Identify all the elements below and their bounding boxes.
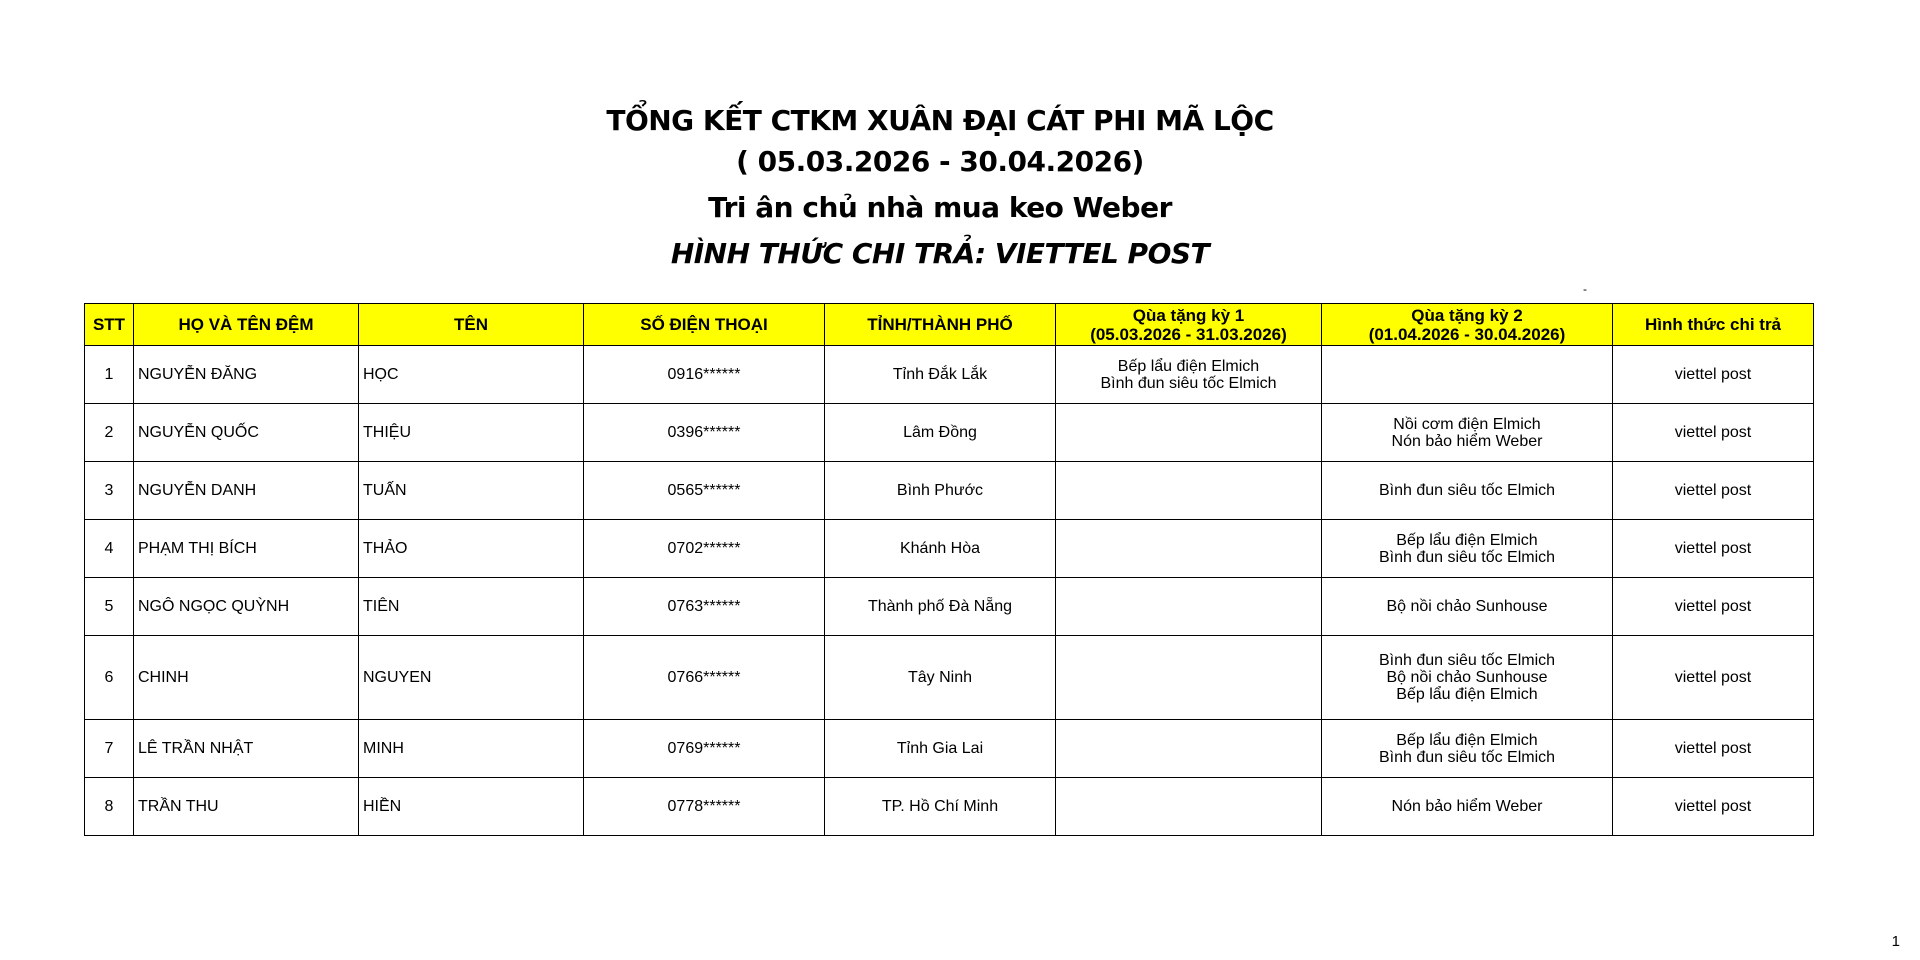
table-row	[85, 778, 1814, 836]
cell-stt: 5	[85, 578, 134, 636]
gift-item: Bếp lẩu điện Elmich	[1396, 731, 1538, 749]
table-row	[85, 404, 1814, 462]
header-hinhthuc: Hình thức chi trả	[1613, 304, 1814, 346]
cell-hinhthuc: viettel post	[1613, 462, 1814, 520]
cell-ten: THẢO	[359, 520, 584, 578]
cell-ho: TRẦN THU	[134, 778, 359, 836]
header-ky2-title: Qùa tặng kỳ 2	[1411, 305, 1523, 325]
cell-stt: 3	[85, 462, 134, 520]
cell-ho: CHINH	[134, 636, 359, 720]
header-ky1-range: (05.03.2026 - 31.03.2026)	[1090, 324, 1287, 344]
cell-stt: 2	[85, 404, 134, 462]
cell-ky2	[1322, 778, 1613, 836]
cell-sdt: 0778******	[584, 778, 825, 836]
cell-ky1	[1056, 462, 1322, 520]
gift-item: Bộ nồi chảo Sunhouse	[1386, 669, 1548, 686]
cell-sdt: 0565******	[584, 462, 825, 520]
cell-ky2	[1322, 404, 1613, 462]
cell-tinh: Lâm Đồng	[825, 404, 1056, 462]
cell-stt: 7	[85, 720, 134, 778]
cell-sdt: 0702******	[584, 520, 825, 578]
table-row	[85, 520, 1814, 578]
table-header-row	[85, 304, 1814, 346]
cell-ky2	[1322, 578, 1613, 636]
cell-sdt: 0916******	[584, 346, 825, 404]
cell-tinh: Thành phố Đà Nẵng	[825, 578, 1056, 636]
gift-item: Nón bảo hiểm Weber	[1391, 798, 1543, 815]
gift-item: Bình đun siêu tốc Elmich	[1100, 374, 1277, 392]
gift-item: Nón bảo hiểm Weber	[1391, 432, 1543, 450]
cell-hinhthuc: viettel post	[1613, 778, 1814, 836]
cell-ten: HIỀN	[359, 778, 584, 836]
header-tinh: TỈNH/THÀNH PHỐ	[825, 304, 1056, 346]
table-row	[85, 636, 1814, 720]
winners-table	[84, 303, 1814, 836]
gift-item: Bếp lẩu điện Elmich	[1396, 531, 1538, 549]
cell-tinh: Tây Ninh	[825, 636, 1056, 720]
cell-ho: NGUYỄN QUỐC	[134, 404, 359, 462]
cell-ho: NGUYỄN DANH	[134, 462, 359, 520]
stray-dash: -	[1583, 282, 1587, 296]
cell-ky1	[1056, 720, 1322, 778]
cell-tinh: Tỉnh Gia Lai	[825, 720, 1056, 778]
cell-tinh: Bình Phước	[825, 462, 1056, 520]
cell-ky1	[1056, 346, 1322, 404]
report-date-range: ( 05.03.2026 - 30.04.2026)	[736, 145, 1144, 178]
cell-ten: THIỆU	[359, 404, 584, 462]
gift-item: Bình đun siêu tốc Elmich	[1378, 748, 1556, 766]
cell-stt: 8	[85, 778, 134, 836]
cell-sdt: 0396******	[584, 404, 825, 462]
payment-method-title: HÌNH THỨC CHI TRẢ: VIETTEL POST	[670, 237, 1210, 270]
cell-ho: LÊ TRẦN NHẬT	[134, 720, 359, 778]
cell-hinhthuc: viettel post	[1613, 636, 1814, 720]
cell-ten: MINH	[359, 720, 584, 778]
table-body	[85, 346, 1814, 836]
cell-tinh: TP. Hồ Chí Minh	[825, 778, 1056, 836]
cell-tinh: Tỉnh Đắk Lắk	[825, 346, 1056, 404]
cell-stt: 4	[85, 520, 134, 578]
cell-ky1	[1056, 578, 1322, 636]
cell-ten: NGUYEN	[359, 636, 584, 720]
table-row	[85, 346, 1814, 404]
cell-sdt: 0769******	[584, 720, 825, 778]
header-ten: TÊN	[359, 304, 584, 346]
cell-ky1	[1056, 636, 1322, 720]
gift-item: Bộ nồi chảo Sunhouse	[1386, 598, 1548, 615]
page-number: 1	[1891, 933, 1900, 950]
cell-hinhthuc: viettel post	[1613, 346, 1814, 404]
cell-ten: TUẤN	[359, 462, 584, 520]
cell-stt: 1	[85, 346, 134, 404]
cell-tinh: Khánh Hòa	[825, 520, 1056, 578]
cell-ky2	[1322, 346, 1613, 404]
cell-ky2	[1322, 462, 1613, 520]
table-row	[85, 578, 1814, 636]
report-subtitle: Tri ân chủ nhà mua keo Weber	[708, 191, 1172, 224]
cell-ky1	[1056, 778, 1322, 836]
header-ky2	[1322, 304, 1613, 346]
report-title-block	[0, 100, 1880, 274]
cell-ho: NGÔ NGỌC QUỲNH	[134, 578, 359, 636]
header-sdt: SỐ ĐIỆN THOẠI	[584, 304, 825, 346]
cell-ho: NGUYỄN ĐĂNG	[134, 346, 359, 404]
cell-ten: TIÊN	[359, 578, 584, 636]
cell-hinhthuc: viettel post	[1613, 578, 1814, 636]
gift-item: Bình đun siêu tốc Elmich	[1378, 482, 1556, 499]
gift-item: Bình đun siêu tốc Elmich	[1378, 548, 1556, 566]
cell-stt: 6	[85, 636, 134, 720]
cell-ten: HỌC	[359, 346, 584, 404]
cell-ky2	[1322, 720, 1613, 778]
gift-item: Bếp lẩu điện Elmich	[1396, 686, 1538, 703]
cell-ky1	[1056, 404, 1322, 462]
header-stt: STT	[85, 304, 134, 346]
report-title: TỔNG KẾT CTKM XUÂN ĐẠI CÁT PHI MÃ LỘC	[606, 104, 1274, 137]
gift-item: Bình đun siêu tốc Elmich	[1378, 652, 1556, 669]
cell-hinhthuc: viettel post	[1613, 720, 1814, 778]
table-row	[85, 720, 1814, 778]
header-ky2-range: (01.04.2026 - 30.04.2026)	[1368, 324, 1566, 344]
gift-item: Nồi cơm điện Elmich	[1393, 415, 1541, 433]
cell-hinhthuc: viettel post	[1613, 520, 1814, 578]
table-row	[85, 462, 1814, 520]
cell-sdt: 0763******	[584, 578, 825, 636]
header-ho: HỌ VÀ TÊN ĐỆM	[134, 304, 359, 346]
header-ky1	[1056, 304, 1322, 346]
header-ky1-title: Qùa tặng kỳ 1	[1132, 305, 1245, 325]
cell-sdt: 0766******	[584, 636, 825, 720]
cell-ky1	[1056, 520, 1322, 578]
gift-item: Bếp lẩu điện Elmich	[1117, 357, 1260, 375]
cell-ho: PHẠM THỊ BÍCH	[134, 520, 359, 578]
cell-ky2	[1322, 636, 1613, 720]
cell-ky2	[1322, 520, 1613, 578]
cell-hinhthuc: viettel post	[1613, 404, 1814, 462]
